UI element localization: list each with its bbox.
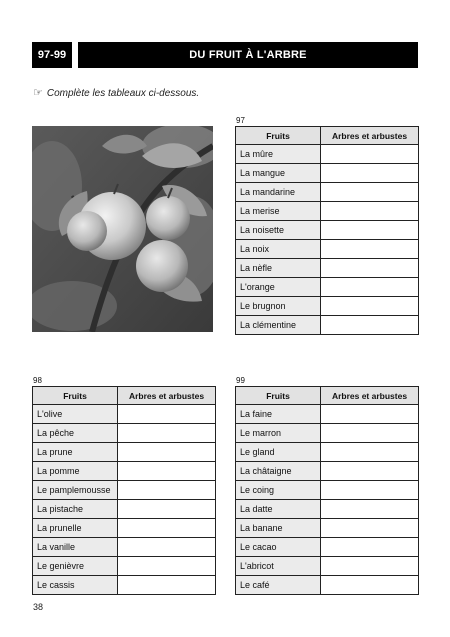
fruit-cell: La pistache bbox=[33, 500, 118, 519]
answer-cell[interactable] bbox=[321, 278, 419, 297]
fruit-cell: La pomme bbox=[33, 462, 118, 481]
answer-cell[interactable] bbox=[118, 424, 216, 443]
fruit-cell: L'olive bbox=[33, 405, 118, 424]
table-row bbox=[236, 316, 419, 335]
column-header-fruits: Fruits bbox=[236, 127, 321, 145]
page-title: DU FRUIT À L'ARBRE bbox=[78, 42, 418, 68]
fruit-cell: Le café bbox=[236, 576, 321, 595]
table-row bbox=[236, 538, 419, 557]
table-row bbox=[33, 443, 216, 462]
instruction bbox=[33, 86, 199, 99]
fruit-cell: La mangue bbox=[236, 164, 321, 183]
answer-cell[interactable] bbox=[118, 405, 216, 424]
fruit-cell: L'abricot bbox=[236, 557, 321, 576]
instruction-text: Complète les tableaux ci-dessous. bbox=[46, 88, 200, 99]
column-header-trees: Arbres et arbustes bbox=[321, 387, 419, 405]
answer-cell[interactable] bbox=[321, 259, 419, 278]
fruit-cell: Le genièvre bbox=[33, 557, 118, 576]
table-row bbox=[236, 297, 419, 316]
fruit-cell: Le cacao bbox=[236, 538, 321, 557]
table-row bbox=[236, 443, 419, 462]
fruit-cell: La datte bbox=[236, 500, 321, 519]
fruit-cell: La merise bbox=[236, 202, 321, 221]
answer-cell[interactable] bbox=[321, 576, 419, 595]
fruit-cell: Le cassis bbox=[33, 576, 118, 595]
table-row bbox=[236, 481, 419, 500]
table-row bbox=[236, 557, 419, 576]
table-row bbox=[236, 424, 419, 443]
fruit-cell: La faine bbox=[236, 405, 321, 424]
table-row bbox=[236, 240, 419, 259]
column-header-trees: Arbres et arbustes bbox=[118, 387, 216, 405]
fruit-cell: La prunelle bbox=[33, 519, 118, 538]
table-row bbox=[236, 405, 419, 424]
table-row bbox=[33, 538, 216, 557]
fruit-cell: La clémentine bbox=[236, 316, 321, 335]
table-row bbox=[33, 500, 216, 519]
table-99 bbox=[235, 386, 419, 595]
fruit-cell: La pêche bbox=[33, 424, 118, 443]
fruit-cell: Le gland bbox=[236, 443, 321, 462]
answer-cell[interactable] bbox=[321, 500, 419, 519]
table-number-99: 99 bbox=[236, 376, 245, 385]
answer-cell[interactable] bbox=[321, 240, 419, 259]
table-row bbox=[33, 405, 216, 424]
exercise-code: 97-99 bbox=[32, 42, 72, 68]
column-header-fruits: Fruits bbox=[236, 387, 321, 405]
table-row bbox=[236, 462, 419, 481]
table-row bbox=[33, 519, 216, 538]
page-header bbox=[32, 42, 418, 68]
answer-cell[interactable] bbox=[321, 557, 419, 576]
answer-cell[interactable] bbox=[118, 500, 216, 519]
answer-cell[interactable] bbox=[321, 316, 419, 335]
answer-cell[interactable] bbox=[321, 164, 419, 183]
table-row bbox=[236, 202, 419, 221]
table-row bbox=[236, 278, 419, 297]
table-98 bbox=[32, 386, 216, 595]
answer-cell[interactable] bbox=[118, 443, 216, 462]
answer-cell[interactable] bbox=[321, 519, 419, 538]
table-row bbox=[33, 481, 216, 500]
page-number: 38 bbox=[33, 602, 44, 612]
answer-cell[interactable] bbox=[321, 462, 419, 481]
table-row bbox=[33, 462, 216, 481]
answer-cell[interactable] bbox=[321, 405, 419, 424]
table-97 bbox=[235, 126, 419, 335]
answer-cell[interactable] bbox=[118, 538, 216, 557]
table-row bbox=[236, 145, 419, 164]
answer-cell[interactable] bbox=[321, 297, 419, 316]
table-row bbox=[33, 557, 216, 576]
fruit-cell: La châtaigne bbox=[236, 462, 321, 481]
answer-cell[interactable] bbox=[321, 221, 419, 240]
table-row bbox=[236, 221, 419, 240]
fruit-cell: La noisette bbox=[236, 221, 321, 240]
answer-cell[interactable] bbox=[321, 443, 419, 462]
fruit-cell: La prune bbox=[33, 443, 118, 462]
fruit-cell: Le marron bbox=[236, 424, 321, 443]
answer-cell[interactable] bbox=[321, 424, 419, 443]
table-row bbox=[236, 164, 419, 183]
table-row bbox=[33, 424, 216, 443]
answer-cell[interactable] bbox=[321, 183, 419, 202]
answer-cell[interactable] bbox=[118, 462, 216, 481]
answer-cell[interactable] bbox=[321, 481, 419, 500]
fruit-cell: La mûre bbox=[236, 145, 321, 164]
table-row bbox=[33, 576, 216, 595]
fruit-cell: L'orange bbox=[236, 278, 321, 297]
table-row bbox=[236, 183, 419, 202]
fruit-cell: La vanille bbox=[33, 538, 118, 557]
column-header-fruits: Fruits bbox=[33, 387, 118, 405]
table-row bbox=[236, 500, 419, 519]
answer-cell[interactable] bbox=[321, 202, 419, 221]
fruit-cell: La nèfle bbox=[236, 259, 321, 278]
answer-cell[interactable] bbox=[321, 145, 419, 164]
table-number-97: 97 bbox=[236, 116, 245, 125]
pointing-hand-icon: ☞ bbox=[33, 87, 43, 99]
fruit-cell: Le pamplemousse bbox=[33, 481, 118, 500]
answer-cell[interactable] bbox=[118, 557, 216, 576]
fruit-cell: La banane bbox=[236, 519, 321, 538]
table-row bbox=[236, 259, 419, 278]
answer-cell[interactable] bbox=[118, 519, 216, 538]
fruit-cell: La noix bbox=[236, 240, 321, 259]
table-row bbox=[236, 576, 419, 595]
table-number-98: 98 bbox=[33, 376, 42, 385]
column-header-trees: Arbres et arbustes bbox=[321, 127, 419, 145]
fruit-cell: Le brugnon bbox=[236, 297, 321, 316]
fruit-cell: Le coing bbox=[236, 481, 321, 500]
answer-cell[interactable] bbox=[118, 576, 216, 595]
answer-cell[interactable] bbox=[321, 538, 419, 557]
table-row bbox=[236, 519, 419, 538]
apple-tree-photo bbox=[32, 126, 213, 332]
fruit-cell: La mandarine bbox=[236, 183, 321, 202]
answer-cell[interactable] bbox=[118, 481, 216, 500]
